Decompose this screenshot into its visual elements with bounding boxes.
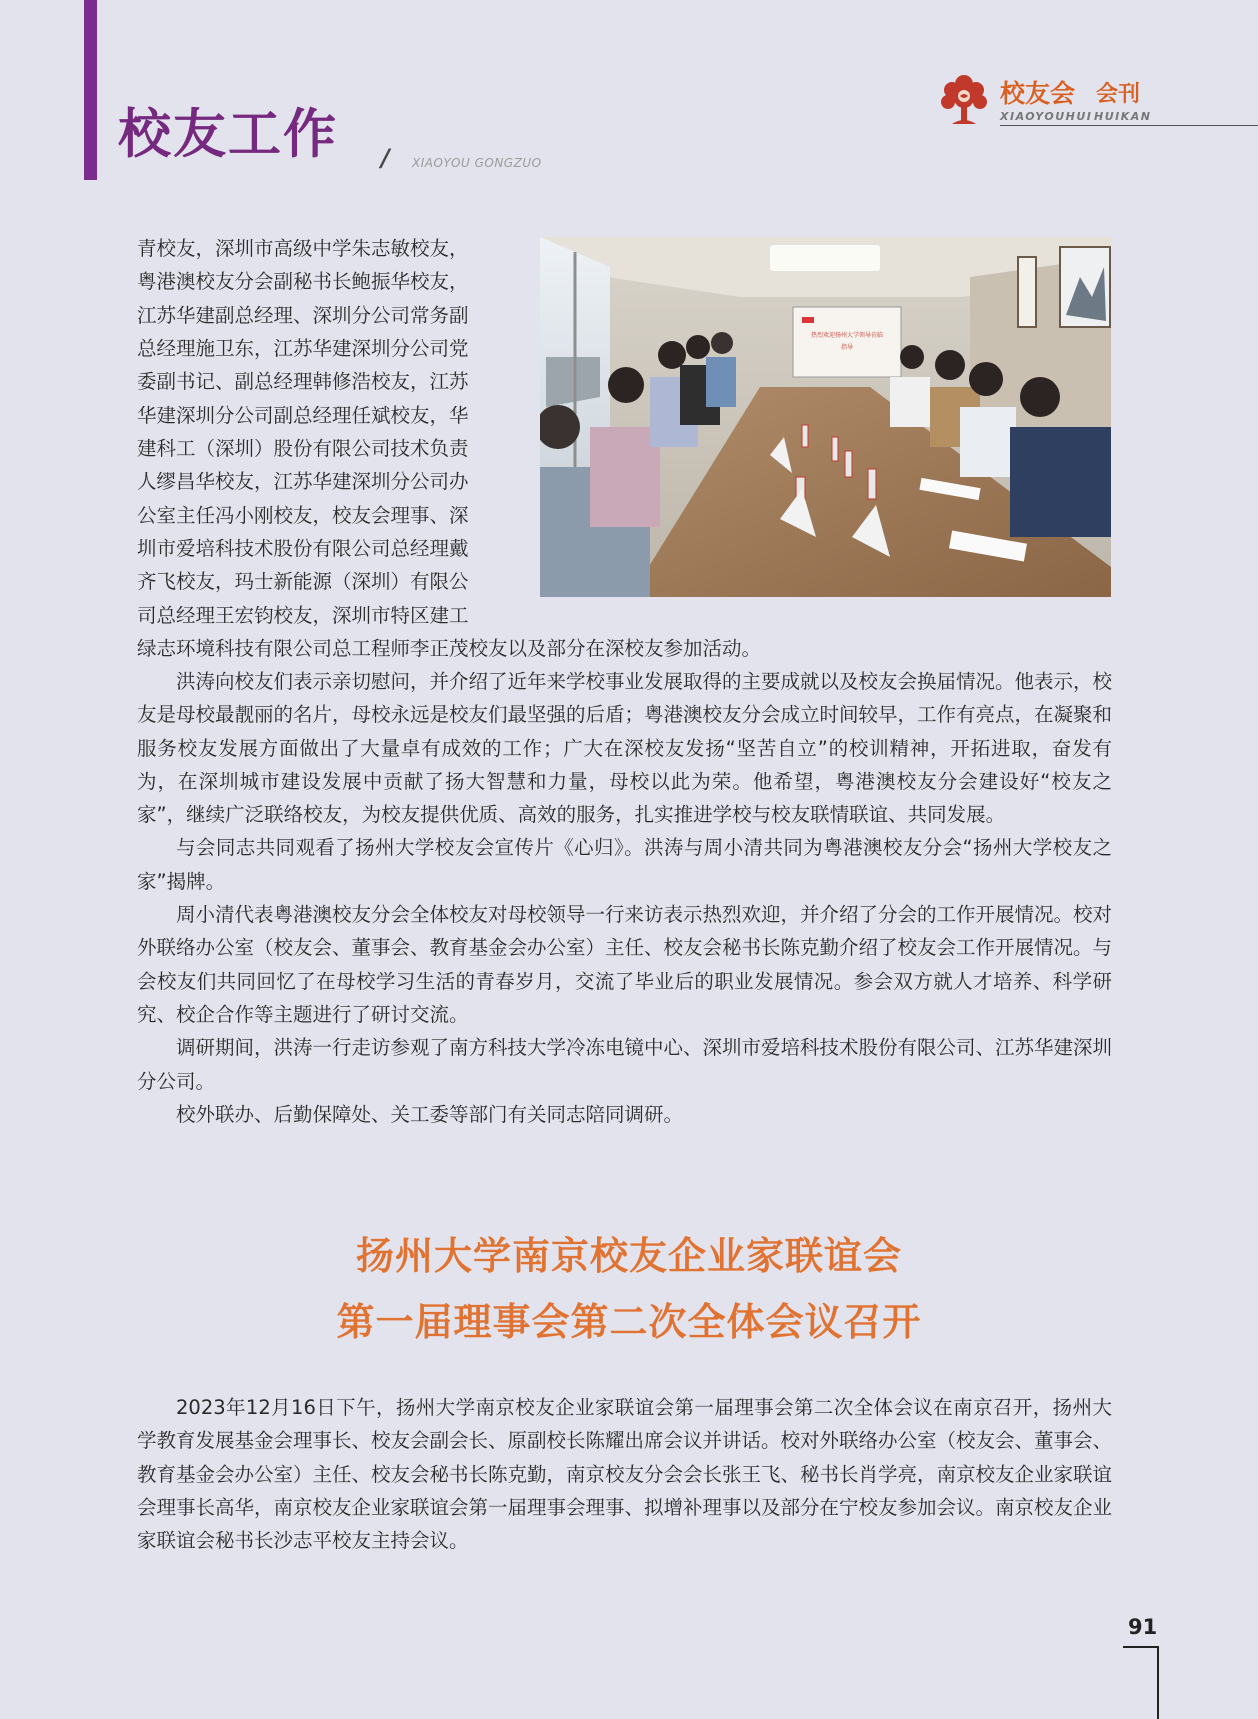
header-rule — [1000, 125, 1258, 126]
article1-paragraph: 调研期间，洪涛一行走访参观了南方科技大学冷冻电镜中心、深圳市爱培科技术股份有限公司、江苏华建深圳分公司。 — [137, 1036, 1113, 1093]
article1-full-line: 绿志环境科技有限公司总工程师李正茂校友以及部分在深校友参加活动。 — [137, 637, 762, 660]
article1-wrapped-line: 委副书记、副总经理韩修浩校友，江苏 — [137, 370, 469, 393]
article1-wrapped-line: 司总经理王宏钧校友，深圳市特区建工 — [137, 604, 469, 627]
section-title: 校友工作 — [118, 104, 338, 165]
article1-paragraph: 校外联办、后勤保障处、关工委等部门有关同志陪同调研。 — [176, 1102, 684, 1126]
article1-wrapped-line: 齐飞校友，玛士新能源（深圳）有限公 — [137, 570, 469, 593]
brand-journal-pinyin: HUIKAN — [1094, 110, 1152, 123]
article1-body — [137, 665, 1112, 1131]
article1-paragraph: 洪涛向校友们表示亲切慰问，并介绍了近年来学校事业发展取得的主要成就以及校友会换届情况。他表示，校友是母校最靓丽的名片，母校永远是校友们最坚强的后盾；粤港澳校友分会成立时间较早，工作有亮点，在凝聚和服务校友发展方面做出了大量卓有成效的工作；广大在深校友发扬“坚苦自立”的校训精神，开拓进取，奋发有为，在深圳城市建设发展中贡献了扬大智慧和力量，母校以此为荣。他希望，粤港澳校友分会建设好“校友之家”，继续广泛联络校友，为校友提供优质、高效的服务，扎实推进学校与校友联情联谊、共同发展。 — [137, 670, 1113, 827]
brand-journal: 会刊 — [1096, 82, 1141, 107]
article2-headline-line-2: 第一届理事会第二次全体会议召开 — [336, 1299, 922, 1344]
screen-text-line-1: 热烈欢迎扬州大学领导莅临 — [810, 332, 884, 339]
meeting-photo — [540, 237, 1111, 597]
article1-wrapped-line: 总经理施卫东，江苏华建深圳分公司党 — [137, 337, 469, 360]
section-accent-bar — [84, 0, 97, 180]
section-subtitle: XIAOYOU GONGZUO — [412, 156, 542, 170]
brand-name-pinyin: XIAOYOUHUI — [1000, 110, 1093, 123]
article1-wrapped-line: 粤港澳校友分会副秘书长鲍振华校友， — [137, 270, 469, 293]
article2-paragraph: 2023年12月16日下午，扬州大学南京校友企业家联谊会第一届理事会第二次全体会议在南京召开，扬州大学教育发展基金会理事长、校友会副会长、原副校长陈耀出席会议并讲话。校对外联络办公室（校友会、董事会、教育基金会办公室）主任、校友会秘书长陈克勤，南京校友分会会长张王飞、秘书长肖学亮，南京校友企业家联谊会理事长高华，南京校友企业家联谊会第一届理事会理事、拟增补理事以及部分在宁校友参加会议。南京校友企业家联谊会秘书长沙志平校友主持会议。 — [137, 1396, 1113, 1553]
article1-wrapped-line: 青校友，深圳市高级中学朱志敏校友， — [137, 237, 469, 260]
article1-wrapped-line: 人缪昌华校友，江苏华建深圳分公司办 — [137, 470, 469, 493]
article1-paragraph: 与会同志共同观看了扬州大学校友会宣传片《心归》。洪涛与周小清共同为粤港澳校友分会“扬州大学校友之家”揭牌。 — [137, 836, 1112, 893]
brand-name: 校友会 — [1000, 79, 1076, 108]
page-number-rule — [1157, 1646, 1159, 1719]
page-number: 91 — [1128, 1615, 1158, 1639]
article1-paragraph: 周小清代表粤港澳校友分会全体校友对母校领导一行来访表示热烈欢迎，并介绍了分会的工作开展情况。校对外联络办公室（校友会、董事会、教育基金会办公室）主任、校友会秘书长陈克勤介绍了校友会工作开展情况。与会校友们共同回忆了在母校学习生活的青春岁月，交流了毕业后的职业发展情况。参会双方就人才培养、科学研究、校企合作等主题进行了研讨交流。 — [137, 903, 1113, 1026]
article2-body — [137, 1391, 1112, 1557]
alumni-tree-logo-icon — [938, 72, 990, 128]
article1-wrapped-line: 圳市爱培科技术股份有限公司总经理戴 — [137, 537, 469, 560]
article1-wrapped-line: 江苏华建副总经理、深圳分公司常务副 — [137, 304, 469, 327]
screen-text-line-2: 指导 — [840, 344, 854, 351]
page-number-rule — [1123, 1646, 1159, 1648]
section-title-slash: / — [381, 144, 390, 172]
article1-wrapped-line: 公室主任冯小刚校友，校友会理事、深 — [137, 504, 469, 527]
article1-wrapped-line: 建科工（深圳）股份有限公司技术负责 — [137, 437, 469, 460]
article1-wrapped-line: 华建深圳分公司副总经理任斌校友，华 — [137, 404, 469, 427]
article2-headline-line-1: 扬州大学南京校友企业家联谊会 — [355, 1233, 902, 1278]
